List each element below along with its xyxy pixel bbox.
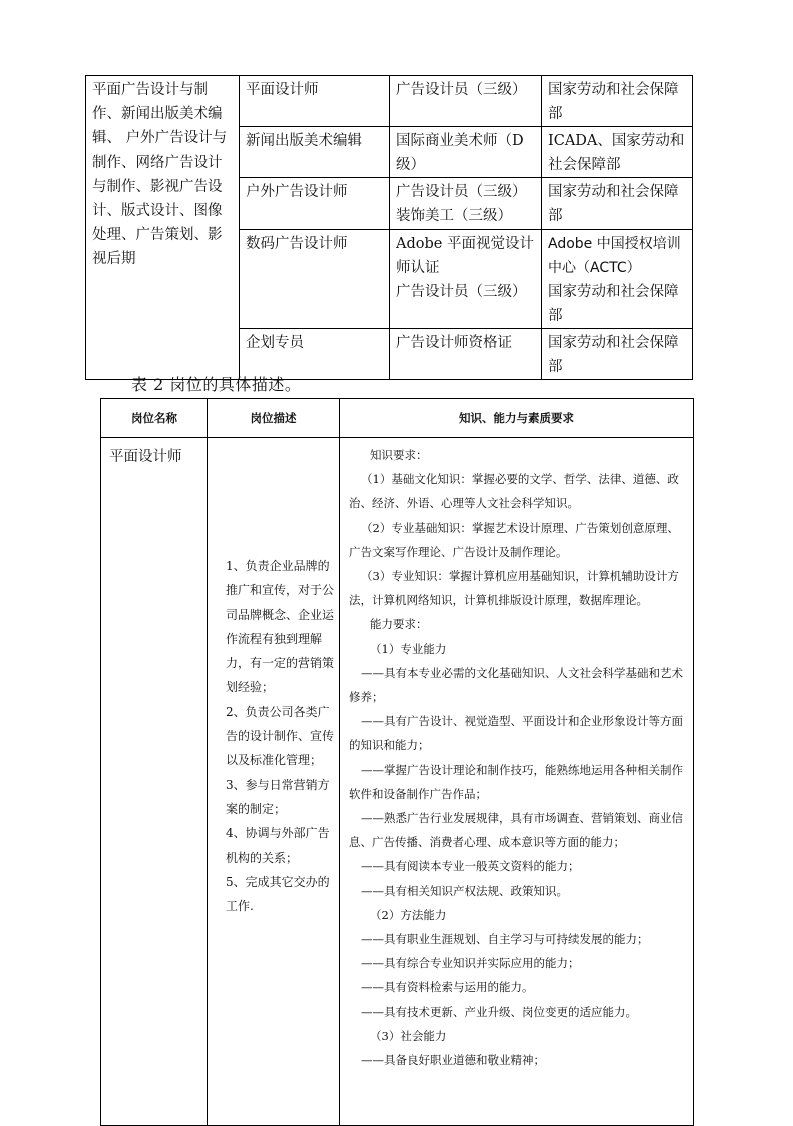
requirements-cell — [340, 438, 694, 1126]
position-name-cell: 平面设计师 — [101, 438, 208, 1126]
requirement-line: ——具有资料检索与运用的能力。 — [361, 980, 534, 995]
certificate-line: Adobe 平面视觉设计师认证 — [396, 236, 534, 276]
requirement-line: ——熟悉广告行业发展规律，具有市场调查、营销策划、商业信息、广告传播、消费者心理、成本意识等方面的能力； — [349, 811, 683, 850]
description-item: 1、负责企业品牌的推广和宣传，对于公司品牌概念、企业运作流程有独到理解力，有一定的营销策划经验； — [226, 559, 335, 695]
certificate-line: 广告设计员（三级） — [396, 184, 527, 200]
requirement-line: ——具备良好职业道德和敬业精神； — [361, 1053, 545, 1068]
issuer-cell — [542, 76, 693, 127]
requirement-line: ——掌握广告设计理论和制作技巧，能熟练地运用各种相关制作软件和设备制作广告作品； — [349, 762, 683, 801]
requirement-line: ——具有本专业必需的文化基础知识、人文社会科学基础和艺术修养； — [349, 665, 683, 705]
issuer-cell — [542, 178, 693, 230]
requirement-line: ——具有相关知识产权法规、政策知识。 — [361, 883, 568, 898]
certificate-table — [85, 75, 693, 380]
issuer-cell — [542, 127, 693, 178]
description-item: 3、参与日常营销方案的制定； — [226, 777, 330, 816]
certificate-line: 国际商业美术师（D级） — [396, 133, 524, 173]
requirement-line: ——具有技术更新、产业升级、岗位变更的适应能力。 — [361, 1004, 637, 1019]
major-direction-cell: 平面广告设计与制作、新闻出版美术编辑、 户外广告设计与制作、网络广告设计与制作、影视广告设计、版式设计、图像处理、广告策划、影视后期 — [86, 76, 240, 380]
certificate-cell — [390, 178, 542, 230]
certificate-cell — [390, 329, 542, 380]
issuer-line: 国家劳动和社会保障部 — [548, 335, 679, 375]
column-header: 岗位名称 — [101, 399, 208, 438]
issuer-line: ICADA、国家劳动和社会保障部 — [548, 133, 685, 173]
issuer-line: 国家劳动和社会保障部 — [548, 82, 679, 122]
requirement-line: （3）专业知识：掌握计算机应用基础知识，计算机辅助设计方法，计算机网络知识，计算机排版设计原理，数据库理论。 — [349, 569, 679, 608]
position-cell: 户外广告设计师 — [240, 178, 390, 230]
column-header: 知识、能力与素质要求 — [340, 399, 694, 438]
requirement-line: ——具有阅读本专业一般英文资料的能力； — [361, 859, 580, 874]
issuer-cell — [542, 230, 693, 329]
certificate-line: 广告设计员（三级） — [396, 284, 527, 300]
issuer-line: Adobe 中国授权培训中心（ACTC） — [548, 236, 681, 276]
requirement-line: 知识要求： — [370, 448, 428, 462]
requirement-line: ——具有广告设计、视觉造型、平面设计和企业形象设计等方面的知识和能力； — [349, 714, 683, 753]
table-row — [86, 76, 693, 127]
position-description-cell — [208, 438, 340, 1126]
issuer-line: 国家劳动和社会保障部 — [548, 284, 679, 324]
certificate-line: 广告设计员（三级） — [396, 82, 527, 98]
certificate-cell — [390, 230, 542, 329]
table-row — [101, 438, 694, 1126]
column-header: 岗位描述 — [208, 399, 340, 438]
issuer-cell — [542, 329, 693, 380]
description-item: 2、负责公司各类广告的设计制作、宣传以及标准化管理； — [226, 704, 335, 768]
certificate-cell — [390, 76, 542, 127]
requirement-line: （2）专业基础知识：掌握艺术设计原理、广告策划创意原理、广告文案写作理论、广告设计及制作理论。 — [349, 520, 679, 559]
requirement-line: 能力要求： — [370, 617, 428, 632]
issuer-line: 国家劳动和社会保障部 — [548, 184, 679, 224]
position-cell: 企划专员 — [240, 329, 390, 380]
requirement-line: ——具有综合专业知识并实际应用的能力； — [361, 956, 580, 971]
certificate-cell — [390, 127, 542, 178]
certificate-line: 广告设计师资格证 — [396, 335, 512, 351]
table-header-row — [101, 399, 694, 438]
position-cell: 数码广告设计师 — [240, 230, 390, 329]
requirement-line: ——具有职业生涯规划、自主学习与可持续发展的能力； — [361, 932, 649, 947]
position-cell: 新闻出版美术编辑 — [240, 127, 390, 178]
job-description-table — [100, 398, 694, 1126]
requirement-line: （1）基础文化知识：掌握必要的文学、哲学、法律、道德、政治、经济、外语、心理等人文社会科学知识。 — [349, 472, 679, 511]
position-cell: 平面设计师 — [240, 76, 390, 127]
requirement-line: （1）专业能力 — [370, 641, 447, 656]
description-item: 4、协调与外部广告机构的关系； — [226, 826, 330, 865]
table-caption: 表 2 岗位的具体描述。 — [131, 375, 302, 394]
requirement-line: （3）社会能力 — [370, 1028, 447, 1043]
certificate-line: 装饰美工（三级） — [396, 208, 512, 224]
description-item: 5、完成其它交办的工作. — [226, 874, 330, 914]
requirement-line: （2）方法能力 — [370, 907, 447, 922]
